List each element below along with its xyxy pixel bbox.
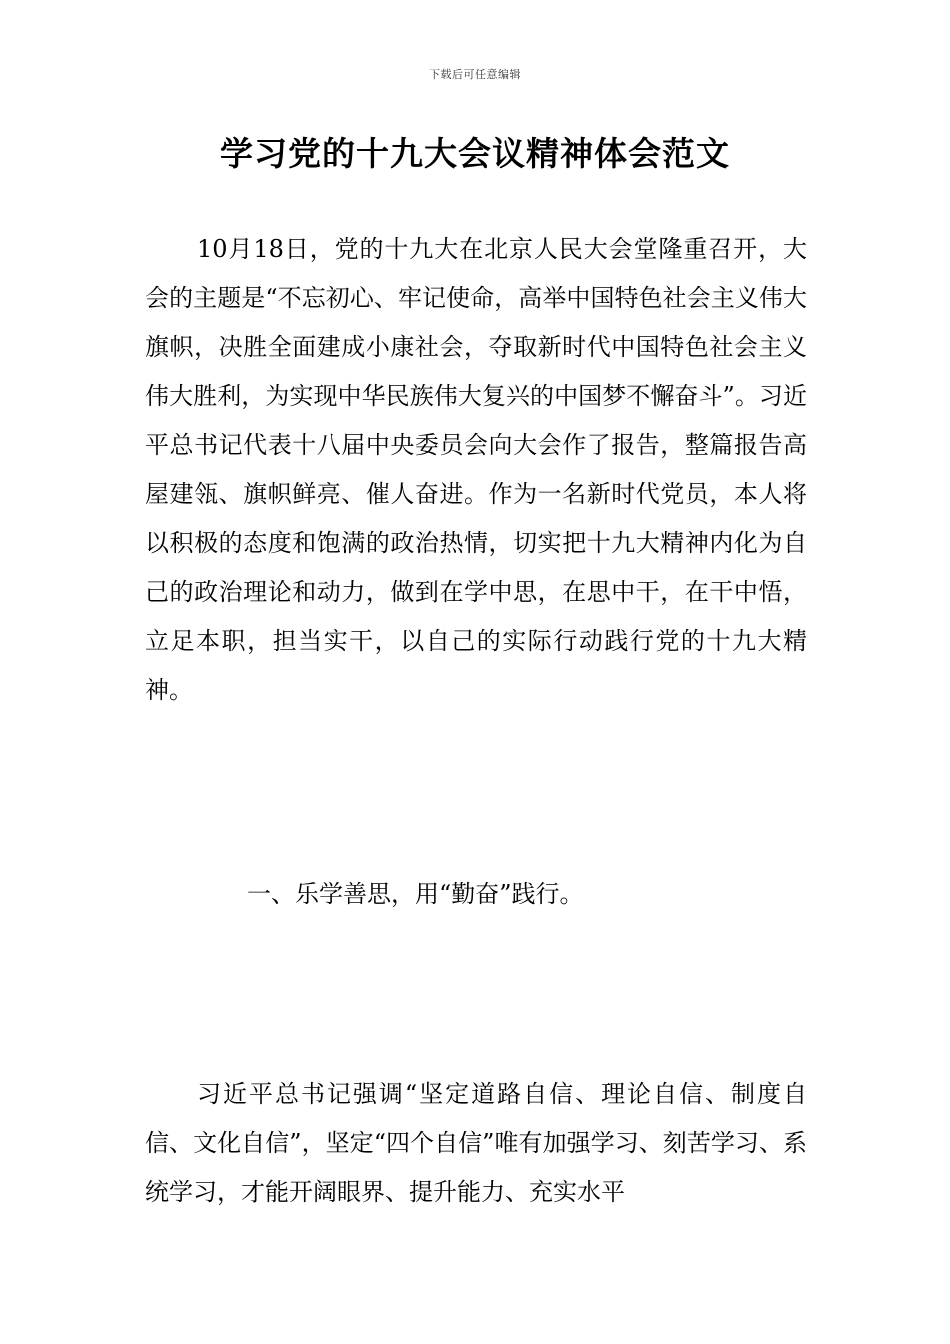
header-note: 下载后可任意编辑: [429, 68, 521, 81]
paragraph-section-1: 习近平总书记强调“坚定道路自信、理论自信、制度自信、文化自信”，坚定“四个自信”唯有加强学习、刻苦学习、系统学习，才能开阔眼界、提升能力、充实水平: [145, 1080, 807, 1206]
paragraph-intro: 10月18日，党的十九大在北京人民大会堂隆重召开，大会的主题是“不忘初心、牢记使命，高举中国特色社会主义伟大旗帜，决胜全面建成小康社会，夺取新时代中国特色社会主义伟大胜利，为实现中华民族伟大复兴的中国梦不懈奋斗”。习近平总书记代表十八届中央委员会向大会作了报告，整篇报告高屋建瓴、旗帜鲜亮、催人奋进。作为一名新时代党员，本人将以积极的态度和饱满的政治热情，切实把十九大精神内化为自己的政治理论和动力，做到在学中思，在思中干，在干中悟，立足本职，担当实干，以自己的实际行动践行党的十九大精神。: [145, 235, 807, 704]
document-title: 学习党的十九大会议精神体会范文: [220, 134, 730, 173]
section-heading: 一、乐学善思，用“勤奋”践行。: [247, 880, 584, 908]
